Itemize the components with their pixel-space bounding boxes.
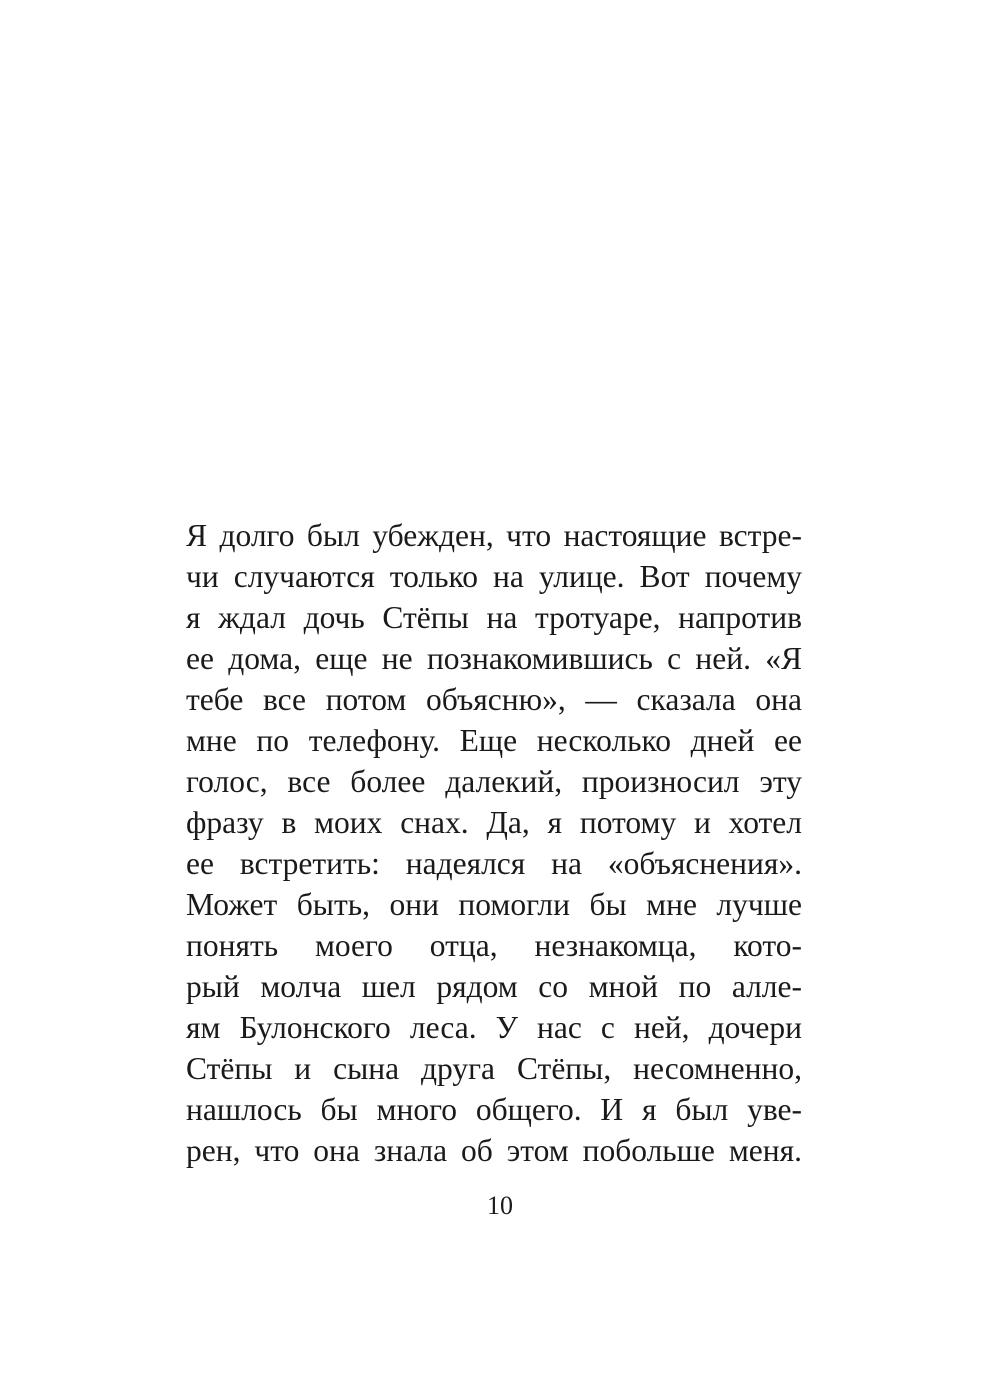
- text-line: ее дома, еще не познакомившись с ней. «Я: [186, 641, 802, 676]
- text-line: Может быть, они помогли бы мне лучше: [186, 887, 802, 922]
- text-line: мне по телефону. Еще несколько дней ее: [186, 723, 802, 758]
- text-line: голос, все более далекий, произносил эту: [186, 764, 802, 799]
- text-line: Стёпы и сына друга Стёпы, несомненно,: [186, 1051, 802, 1086]
- text-line: ям Булонского леса. У нас с ней, дочери: [186, 1010, 802, 1045]
- text-line: понять моего отца, незнакомца, кото-: [186, 928, 802, 963]
- text-line: фразу в моих снах. Да, я потому и хотел: [186, 805, 802, 840]
- text-line: я ждал дочь Стёпы на тротуаре, напротив: [186, 600, 802, 635]
- text-line: нашлось бы много общего. И я был уве-: [186, 1092, 802, 1127]
- text-line: рен, что она знала об этом побольше меня.: [186, 1133, 802, 1168]
- text-line: тебе все потом объясню», — сказала она: [186, 682, 802, 717]
- text-line: Я долго был убежден, что настоящие встре-: [186, 518, 802, 553]
- text-line: ее встретить: надеялся на «объяснения».: [186, 846, 802, 881]
- text-line: рый молча шел рядом со мной по алле-: [186, 969, 802, 1004]
- body-text: [186, 515, 802, 1171]
- text-line: чи случаются только на улице. Вот почему: [186, 559, 802, 594]
- page-number: 10: [487, 1191, 513, 1220]
